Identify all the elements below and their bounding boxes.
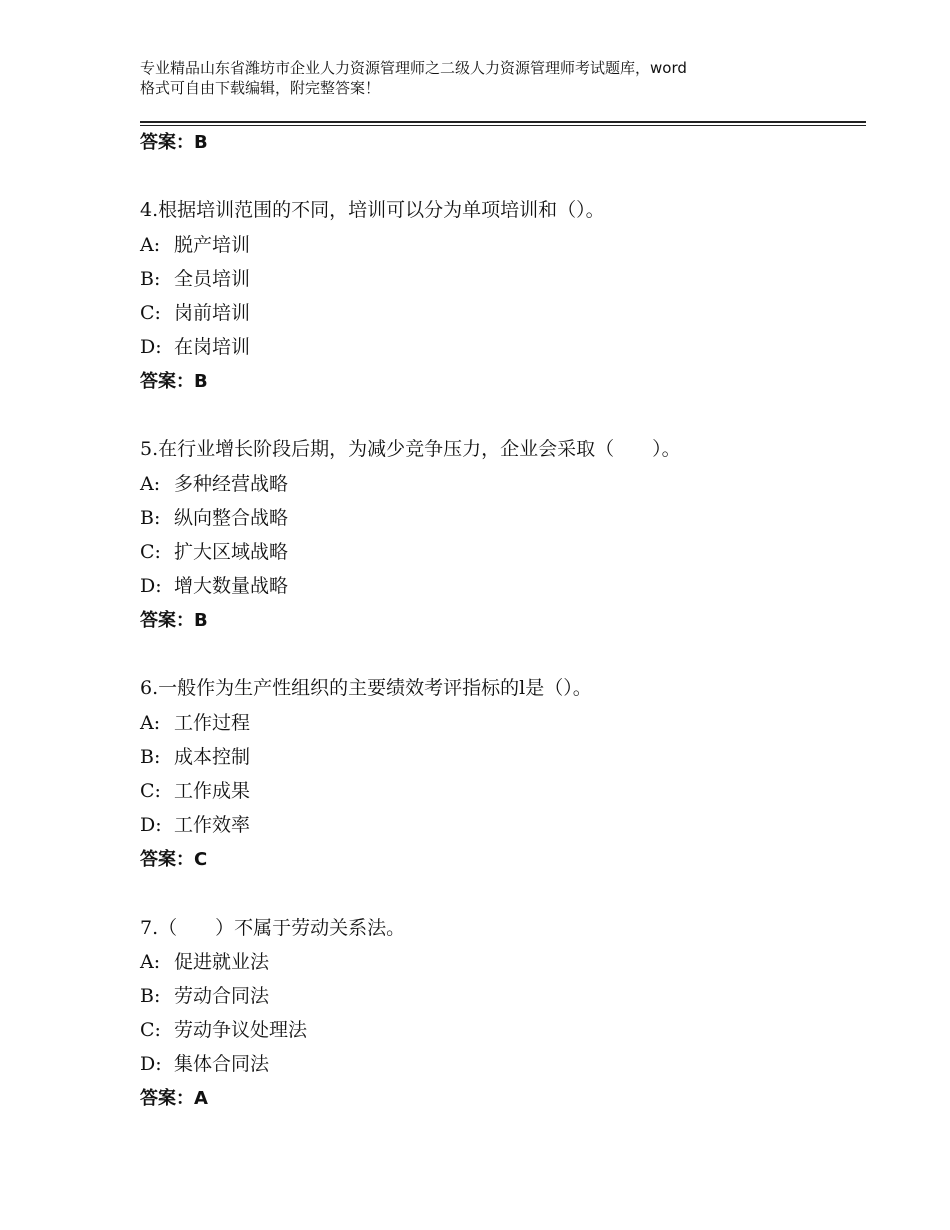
question-7-option-c — [140, 1018, 307, 1042]
option-letter: D: — [140, 336, 162, 358]
question-7-option-b — [140, 984, 269, 1008]
option-letter: C: — [140, 302, 161, 324]
option-letter: C: — [140, 1019, 161, 1041]
option-letter: C: — [140, 780, 161, 802]
question-4-option-d — [140, 335, 250, 359]
option-letter: D: — [140, 575, 162, 597]
option-letter: B: — [140, 268, 161, 290]
question-5-option-d — [140, 574, 288, 598]
option-letter: A: — [140, 712, 161, 734]
option-letter: A: — [140, 951, 161, 973]
document-header — [140, 58, 840, 98]
option-letter: B: — [140, 507, 161, 529]
option-text: 工作过程 — [174, 712, 251, 734]
question-6-option-d — [140, 813, 250, 837]
option-letter: D: — [140, 1053, 162, 1075]
option-text: 劳动争议处理法 — [174, 1019, 308, 1041]
option-text: 全员培训 — [174, 268, 251, 290]
option-text: 劳动合同法 — [174, 985, 270, 1007]
question-5-answer: 答案：B — [140, 610, 208, 631]
question-5-option-a — [140, 472, 288, 496]
option-text: 纵向整合战略 — [174, 507, 289, 529]
question-6-answer: 答案：C — [140, 849, 208, 870]
question-4-option-c — [140, 301, 250, 325]
option-text: 增大数量战略 — [174, 575, 289, 597]
option-text: 工作效率 — [174, 814, 251, 836]
question-4-stem: 4.根据培训范围的不同，培训可以分为单项培训和（）。 — [140, 199, 605, 221]
option-text: 多种经营战略 — [174, 473, 289, 495]
question-4-option-a — [140, 233, 250, 257]
question-7-answer: 答案：A — [140, 1088, 208, 1109]
question-6-option-a — [140, 711, 250, 735]
question-6-stem: 6.一般作为生产性组织的主要绩效考评指标的l是（）。 — [140, 677, 592, 699]
option-letter: D: — [140, 814, 162, 836]
option-text: 岗前培训 — [174, 302, 251, 324]
option-text: 促进就业法 — [174, 951, 270, 973]
question-6-option-c — [140, 779, 250, 803]
question-7-stem: 7.（ ）不属于劳动关系法。 — [140, 917, 406, 939]
header-line-2: 格式可自由下载编辑，附完整答案！ — [140, 79, 381, 97]
option-letter: B: — [140, 746, 161, 768]
header-line-1: 专业精品山东省潍坊市企业人力资源管理师之二级人力资源管理师考试题库，word — [140, 59, 687, 77]
option-letter: C: — [140, 541, 161, 563]
header-rule-thin — [140, 125, 866, 126]
question-5-option-b — [140, 506, 288, 530]
option-text: 工作成果 — [174, 780, 251, 802]
question-5-stem: 5.在行业增长阶段后期，为减少竞争压力，企业会采取（ ）。 — [140, 438, 681, 460]
option-text: 集体合同法 — [174, 1053, 270, 1075]
option-letter: B: — [140, 985, 161, 1007]
option-text: 在岗培训 — [174, 336, 251, 358]
option-text: 成本控制 — [174, 746, 251, 768]
option-letter: A: — [140, 473, 161, 495]
question-4-answer: 答案：B — [140, 371, 208, 392]
question-7-option-d — [140, 1052, 269, 1076]
header-rule-thick — [140, 121, 866, 123]
option-text: 扩大区域战略 — [174, 541, 289, 563]
question-7-option-a — [140, 950, 269, 974]
question-4-option-b — [140, 267, 250, 291]
question-6-option-b — [140, 745, 250, 769]
option-text: 脱产培训 — [174, 234, 251, 256]
question-5-option-c — [140, 540, 288, 564]
option-letter: A: — [140, 234, 161, 256]
answer-prev: 答案：B — [140, 132, 208, 153]
